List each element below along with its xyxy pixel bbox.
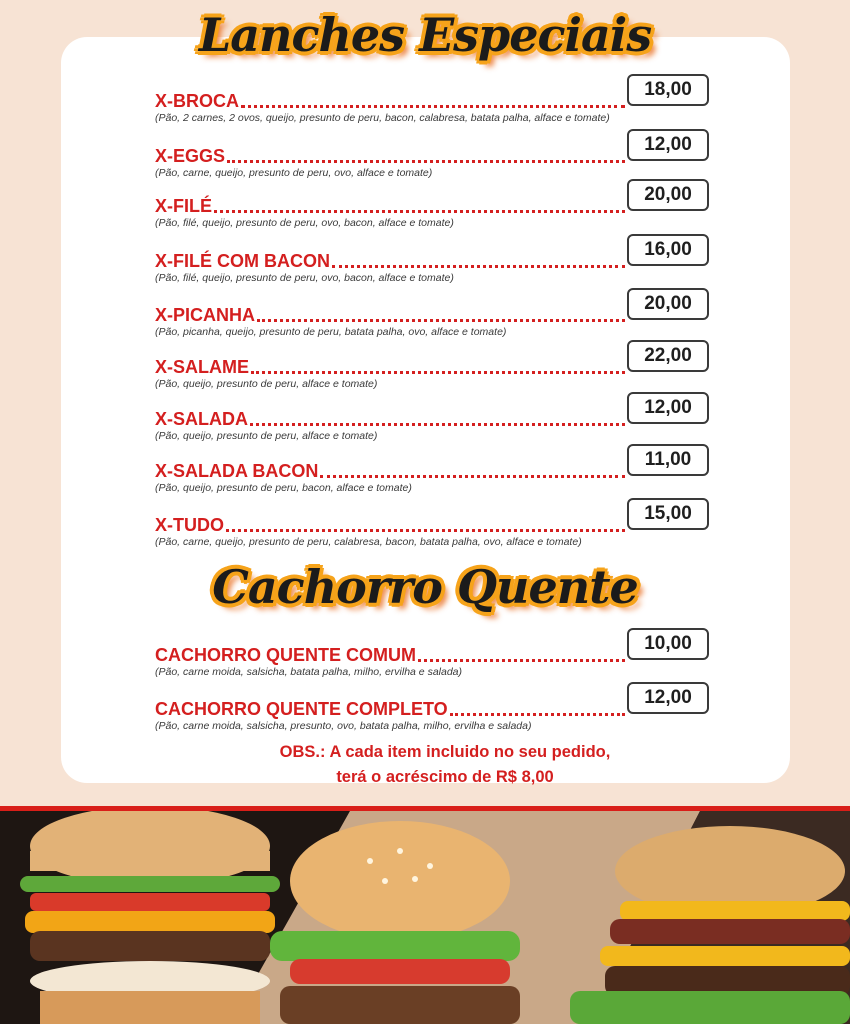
obs-note-line1: OBS.: A cada item incluido no seu pedido, [279,743,611,761]
item-description: (Pão, queijo, presunto de peru, alface e tomate) [155,430,378,442]
menu-item-x-broca [155,79,711,135]
dot-leader [418,655,625,662]
burger-illustration [0,811,850,1024]
price-box: 12,00 [627,129,709,161]
lanches-section-title: Lanches Especiais [198,8,652,62]
item-description: (Pão, queijo, presunto de peru, bacon, alface e tomate) [155,482,412,494]
item-name: X-FILÉ COM BACON [155,251,330,271]
menu-item-cachorro-completo [155,687,711,743]
item-description: (Pão, carne, queijo, presunto de peru, calabresa, bacon, batata palha, ovo, alface e tomate) [155,536,582,548]
item-description: (Pão, filé, queijo, presunto de peru, ovo, bacon, alface e tomate) [155,272,454,284]
item-name: CACHORRO QUENTE COMPLETO [155,699,448,719]
item-name: X-SALADA BACON [155,461,319,481]
dot-leader [227,156,625,163]
dot-leader [251,367,625,374]
item-name: X-EGGS [155,146,226,166]
menu-item-x-salada-bacon [155,449,711,505]
menu-item-x-file-com-bacon [155,239,711,295]
price-box: 18,00 [627,74,709,106]
item-description: (Pão, queijo, presunto de peru, alface e tomate) [155,378,378,390]
item-description: (Pão, 2 carnes, 2 ovos, queijo, presunto de peru, bacon, calabresa, batata palha, alface e tomate) [155,112,610,124]
item-name: X-SALADA [155,409,248,429]
item-name: X-SALAME [155,357,249,377]
dot-leader [226,525,625,532]
item-name: X-BROCA [155,91,239,111]
dot-leader [250,419,625,426]
item-description: (Pão, filé, queijo, presunto de peru, ovo, bacon, alface e tomate) [155,217,454,229]
item-name: X-FILÉ [155,196,212,216]
price-box: 12,00 [627,682,709,714]
burger-left-graphic [20,811,280,1024]
menu-item-x-tudo [155,503,711,559]
menu-item-x-file [155,184,711,240]
dot-leader [241,101,625,108]
dot-leader [450,709,625,716]
price-box: 10,00 [627,628,709,660]
price-box: 15,00 [627,498,709,530]
item-description: (Pão, carne moida, salsicha, batata palha, milho, ervilha e salada) [155,666,463,678]
item-description: (Pão, carne moida, salsicha, presunto, ovo, batata palha, milho, ervilha e salada) [155,720,532,732]
price-box: 11,00 [627,444,709,476]
item-description: (Pão, carne, queijo, presunto de peru, ovo, alface e tomate) [155,167,433,179]
dot-leader [257,315,625,322]
item-description: (Pão, picanha, queijo, presunto de peru, batata palha, ovo, alface e tomate) [155,326,507,338]
dot-leader [320,471,625,478]
obs-note-line2: terá o acréscimo de R$ 8,00 [336,768,554,786]
price-box: 16,00 [627,234,709,266]
dot-leader [214,206,625,213]
menu-item-cachorro-comum [155,633,711,689]
price-box: 20,00 [627,179,709,211]
price-box: 12,00 [627,392,709,424]
price-box: 20,00 [627,288,709,320]
cachorro-section-title: Cachorro Quente [212,560,638,614]
item-name: CACHORRO QUENTE COMUM [155,645,416,665]
dot-leader [332,261,625,268]
item-name: X-TUDO [155,515,224,535]
burger-photo-banner [0,811,850,1024]
item-name: X-PICANHA [155,305,256,325]
price-box: 22,00 [627,340,709,372]
